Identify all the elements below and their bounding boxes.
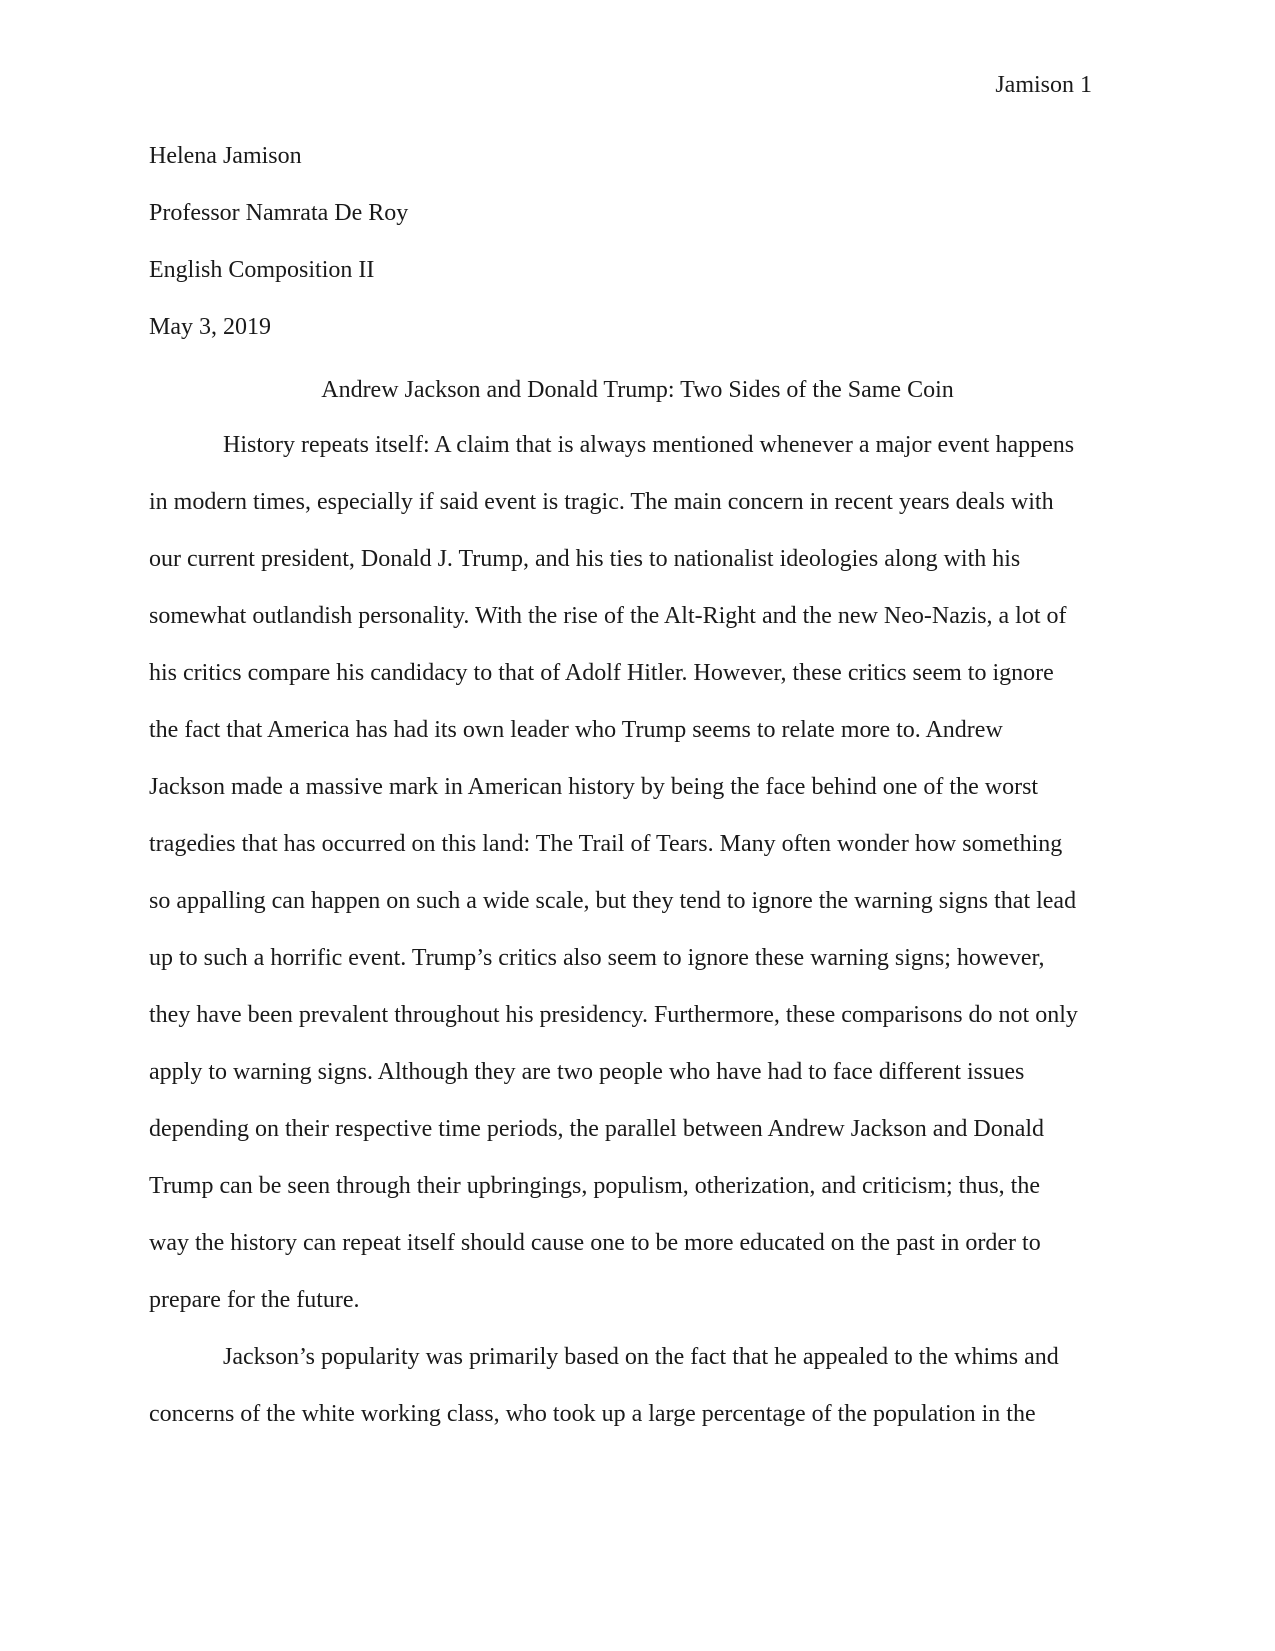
essay-title: Andrew Jackson and Donald Trump: Two Sides of the Same Coin: [321, 377, 954, 403]
paragraph-line: History repeats itself: A claim that is always mentioned whenever a major event happens: [223, 432, 1075, 458]
paragraph-line: up to such a horrific event. Trump’s critics also seem to ignore these warning signs; however,: [149, 945, 1045, 971]
paragraph-line: apply to warning signs. Although they are two people who have had to face different issues: [149, 1059, 1025, 1085]
paragraph-line: somewhat outlandish personality. With the rise of the Alt-Right and the new Neo-Nazis, a lot of: [149, 603, 1067, 629]
paragraph-line: his critics compare his candidacy to that of Adolf Hitler. However, these critics seem to ignore: [149, 660, 1054, 686]
paragraph-line: Jackson made a massive mark in American history by being the face behind one of the worst: [149, 774, 1039, 800]
paragraph-line: tragedies that has occurred on this land: The Trail of Tears. Many often wonder how something: [149, 831, 1063, 857]
paragraph: [149, 1343, 1129, 1457]
paragraph-line: depending on their respective time periods, the parallel between Andrew Jackson and Donald: [149, 1116, 1045, 1142]
running-head: Jamison 1: [995, 72, 1092, 98]
paragraph-line: Jackson’s popularity was primarily based on the fact that he appealed to the whims and: [223, 1344, 1059, 1370]
paragraph-line: so appalling can happen on such a wide scale, but they tend to ignore the warning signs that lead: [149, 888, 1077, 914]
paragraph-line: the fact that America has had its own leader who Trump seems to relate more to. Andrew: [149, 717, 1003, 743]
paragraph-line: concerns of the white working class, who took up a large percentage of the population in the: [149, 1401, 1036, 1427]
essay-body: [149, 431, 1129, 1457]
paragraph-line: way the history can repeat itself should cause one to be more educated on the past in order to: [149, 1230, 1041, 1256]
paragraph: [149, 431, 1129, 1343]
paragraph-line: in modern times, especially if said event is tragic. The main concern in recent years deals with: [149, 489, 1054, 515]
paragraph-line: Trump can be seen through their upbringings, populism, otherization, and criticism; thus, the: [149, 1173, 1040, 1199]
essay-date: May 3, 2019: [149, 314, 271, 340]
paragraph-line: prepare for the future.: [149, 1287, 360, 1313]
author-name: Helena Jamison: [149, 143, 302, 169]
paragraph-line: they have been prevalent throughout his presidency. Furthermore, these comparisons do not only: [149, 1002, 1078, 1028]
course-name: English Composition II: [149, 257, 375, 283]
instructor-name: Professor Namrata De Roy: [149, 200, 409, 226]
mla-heading: [149, 142, 1129, 370]
paragraph-line: our current president, Donald J. Trump, and his ties to nationalist ideologies along with his: [149, 546, 1021, 572]
